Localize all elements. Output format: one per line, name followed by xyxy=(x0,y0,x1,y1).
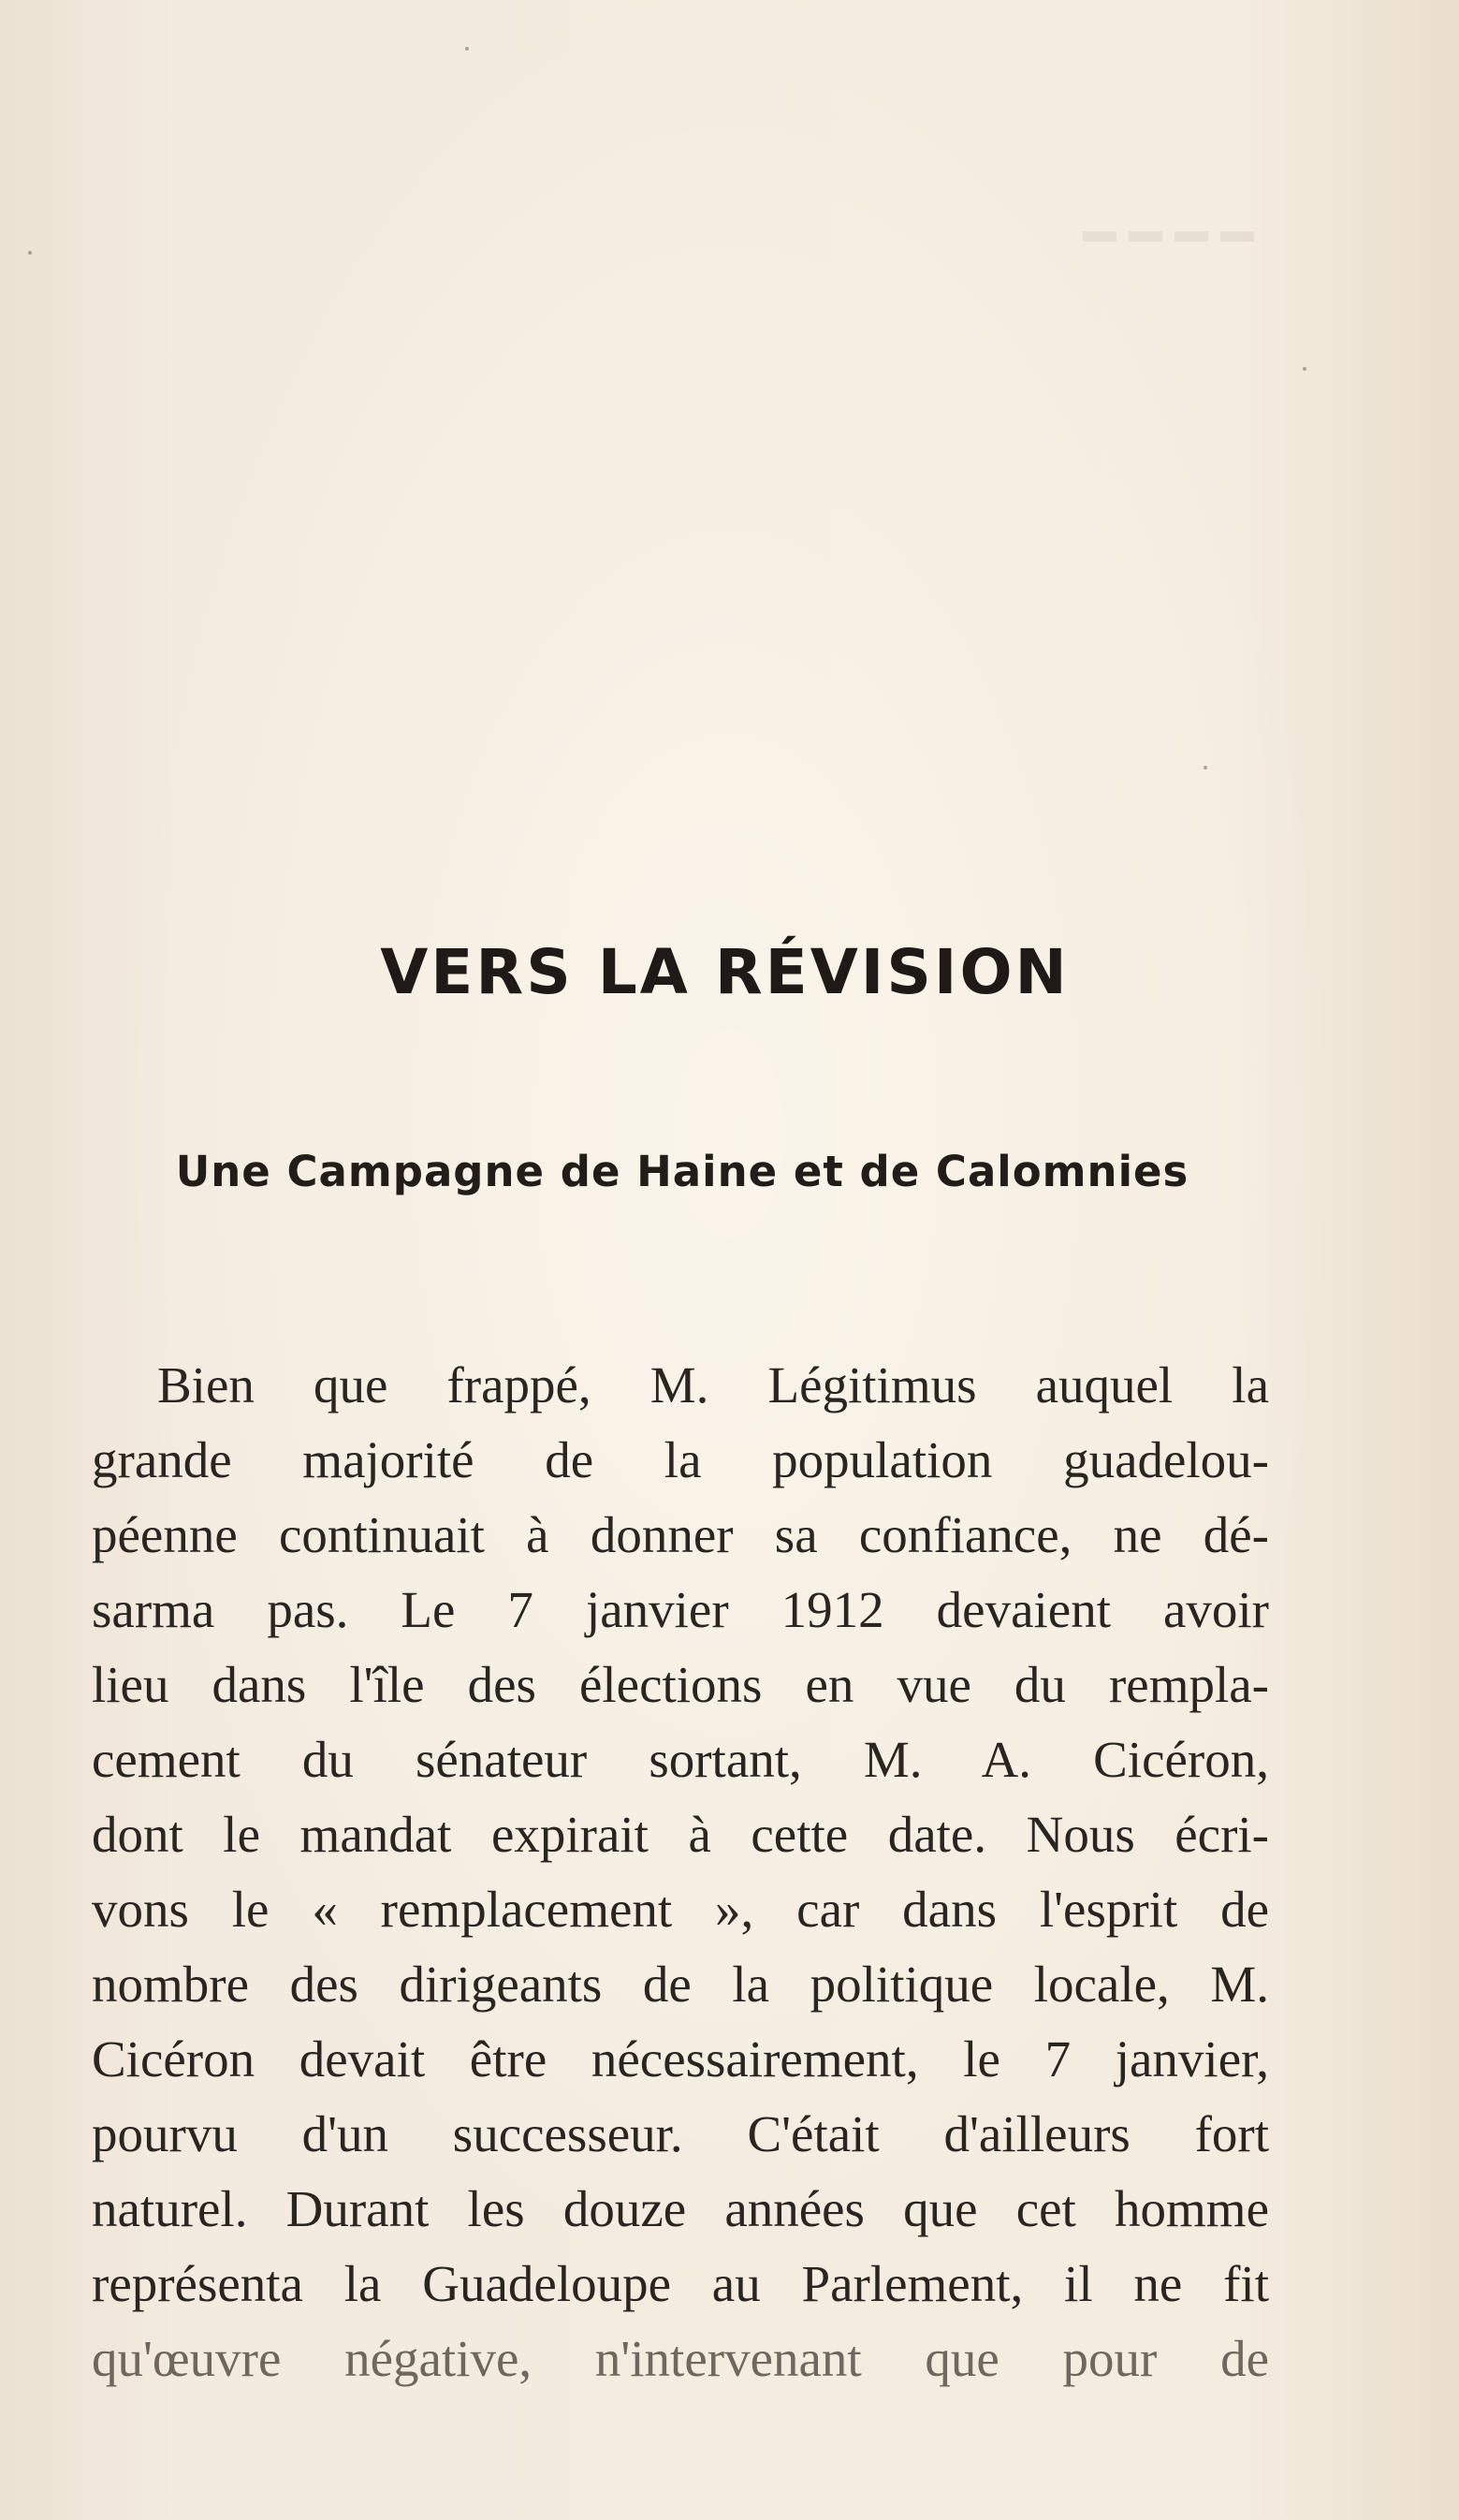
chapter-subtitle: Une Campagne de Haine et de Calomnies xyxy=(175,1147,1189,1196)
bleed-through-header: ▬ ▬ ▬ ▬ xyxy=(1081,212,1254,249)
paper-speck xyxy=(1303,367,1306,371)
text-line: sarma pas. Le 7 janvier 1912 devaient avoir xyxy=(92,1581,1269,1638)
paper-speck xyxy=(465,47,469,51)
text-line: Cicéron devait être nécessairement, le 7 janvier, xyxy=(92,2030,1269,2088)
text-line: nombre des dirigeants de la politique locale, M. xyxy=(92,1956,1269,2013)
text-line: représenta la Guadeloupe au Parlement, il ne fit xyxy=(92,2255,1269,2312)
text-line: dont le mandat expirait à cette date. Nous écri- xyxy=(92,1806,1269,1863)
text-line: naturel. Durant les douze années que cet homme xyxy=(92,2180,1269,2237)
text-line: cement du sénateur sortant, M. A. Cicéron, xyxy=(92,1731,1269,1788)
paper-speck xyxy=(1204,766,1207,769)
text-line: lieu dans l'île des élections en vue du rempla- xyxy=(92,1656,1269,1713)
chapter-title: VERS LA RÉVISION xyxy=(380,936,1070,1008)
text-line: péenne continuait à donner sa confiance, ne dé- xyxy=(92,1506,1269,1563)
paper-speck xyxy=(28,251,32,255)
body-paragraph xyxy=(92,1348,1269,2387)
text-line: Bien que frappé, M. Légitimus auquel la xyxy=(157,1356,1269,1414)
text-line: qu'œuvre négative, n'intervenant que pour de xyxy=(92,2330,1269,2387)
text-line: vons le « remplacement », car dans l'esprit de xyxy=(92,1881,1269,1938)
text-line: grande majorité de la population guadelou- xyxy=(92,1431,1269,1488)
text-line: pourvu d'un successeur. C'était d'ailleurs fort xyxy=(92,2105,1269,2162)
